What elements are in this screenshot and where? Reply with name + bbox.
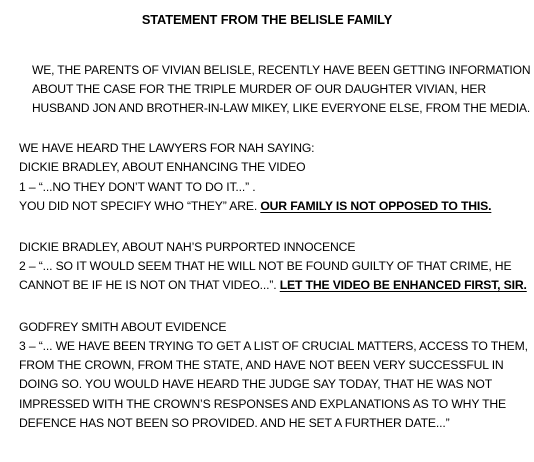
document-title: STATEMENT FROM THE BELISLE FAMILY [141,12,393,27]
section2-line-3 [19,278,527,293]
section1-line-1: WE HAVE HEARD THE LAWYERS FOR NAH SAYING: [19,141,315,155]
section1-line-2: DICKIE BRADLEY, ABOUT ENHANCING THE VIDEO [19,160,306,174]
section3-line-1: GODFREY SMITH ABOUT EVIDENCE [19,320,227,334]
section2-emphasis: LET THE VIDEO BE ENHANCED FIRST, SIR. [279,278,527,292]
section3-line-3: FROM THE CROWN, FROM THE STATE, AND HAVE NOT BEEN VERY SUCCESSFUL IN [19,358,504,372]
section2-line-3-text: CANNOT BE IF HE IS NOT ON THAT VIDEO...”. [19,278,280,292]
section1-emphasis: OUR FAMILY IS NOT OPPOSED TO THIS. [260,199,492,213]
section2-line-2: 2 – “... SO IT WOULD SEEM THAT HE WILL NOT BE FOUND GUILTY OF THAT CRIME, HE [19,259,512,273]
section3-line-2: 3 – “... WE HAVE BEEN TRYING TO GET A LIST OF CRUCIAL MATTERS, ACCESS TO THEM, [19,339,528,353]
section3-line-4: DOING SO. YOU WOULD HAVE HEARD THE JUDGE SAY TODAY, THAT HE WAS NOT [19,377,493,391]
section3-line-6: DEFENCE HAS NOT BEEN SO PROVIDED. AND HE SET A FURTHER DATE...” [19,416,450,430]
section1-line-3: 1 – “...NO THEY DON’T WANT TO DO IT...” . [19,180,256,194]
intro-line-3: HUSBAND JON AND BROTHER-IN-LAW MIKEY, LIKE EVERYONE ELSE, FROM THE MEDIA. [32,101,531,115]
section1-line-4 [19,199,491,214]
intro-line-1: WE, THE PARENTS OF VIVIAN BELISLE, RECENTLY HAVE BEEN GETTING INFORMATION [32,63,531,77]
intro-line-2: ABOUT THE CASE FOR THE TRIPLE MURDER OF OUR DAUGHTER VIVIAN, HER [32,82,487,96]
section1-line-4-text: YOU DID NOT SPECIFY WHO “THEY” ARE. [19,199,261,213]
section3-line-5: IMPRESSED WITH THE CROWN’S RESPONSES AND EXPLANATIONS AS TO WHY THE [19,397,507,411]
section2-line-1: DICKIE BRADLEY, ABOUT NAH’S PURPORTED INNOCENCE [19,240,356,254]
